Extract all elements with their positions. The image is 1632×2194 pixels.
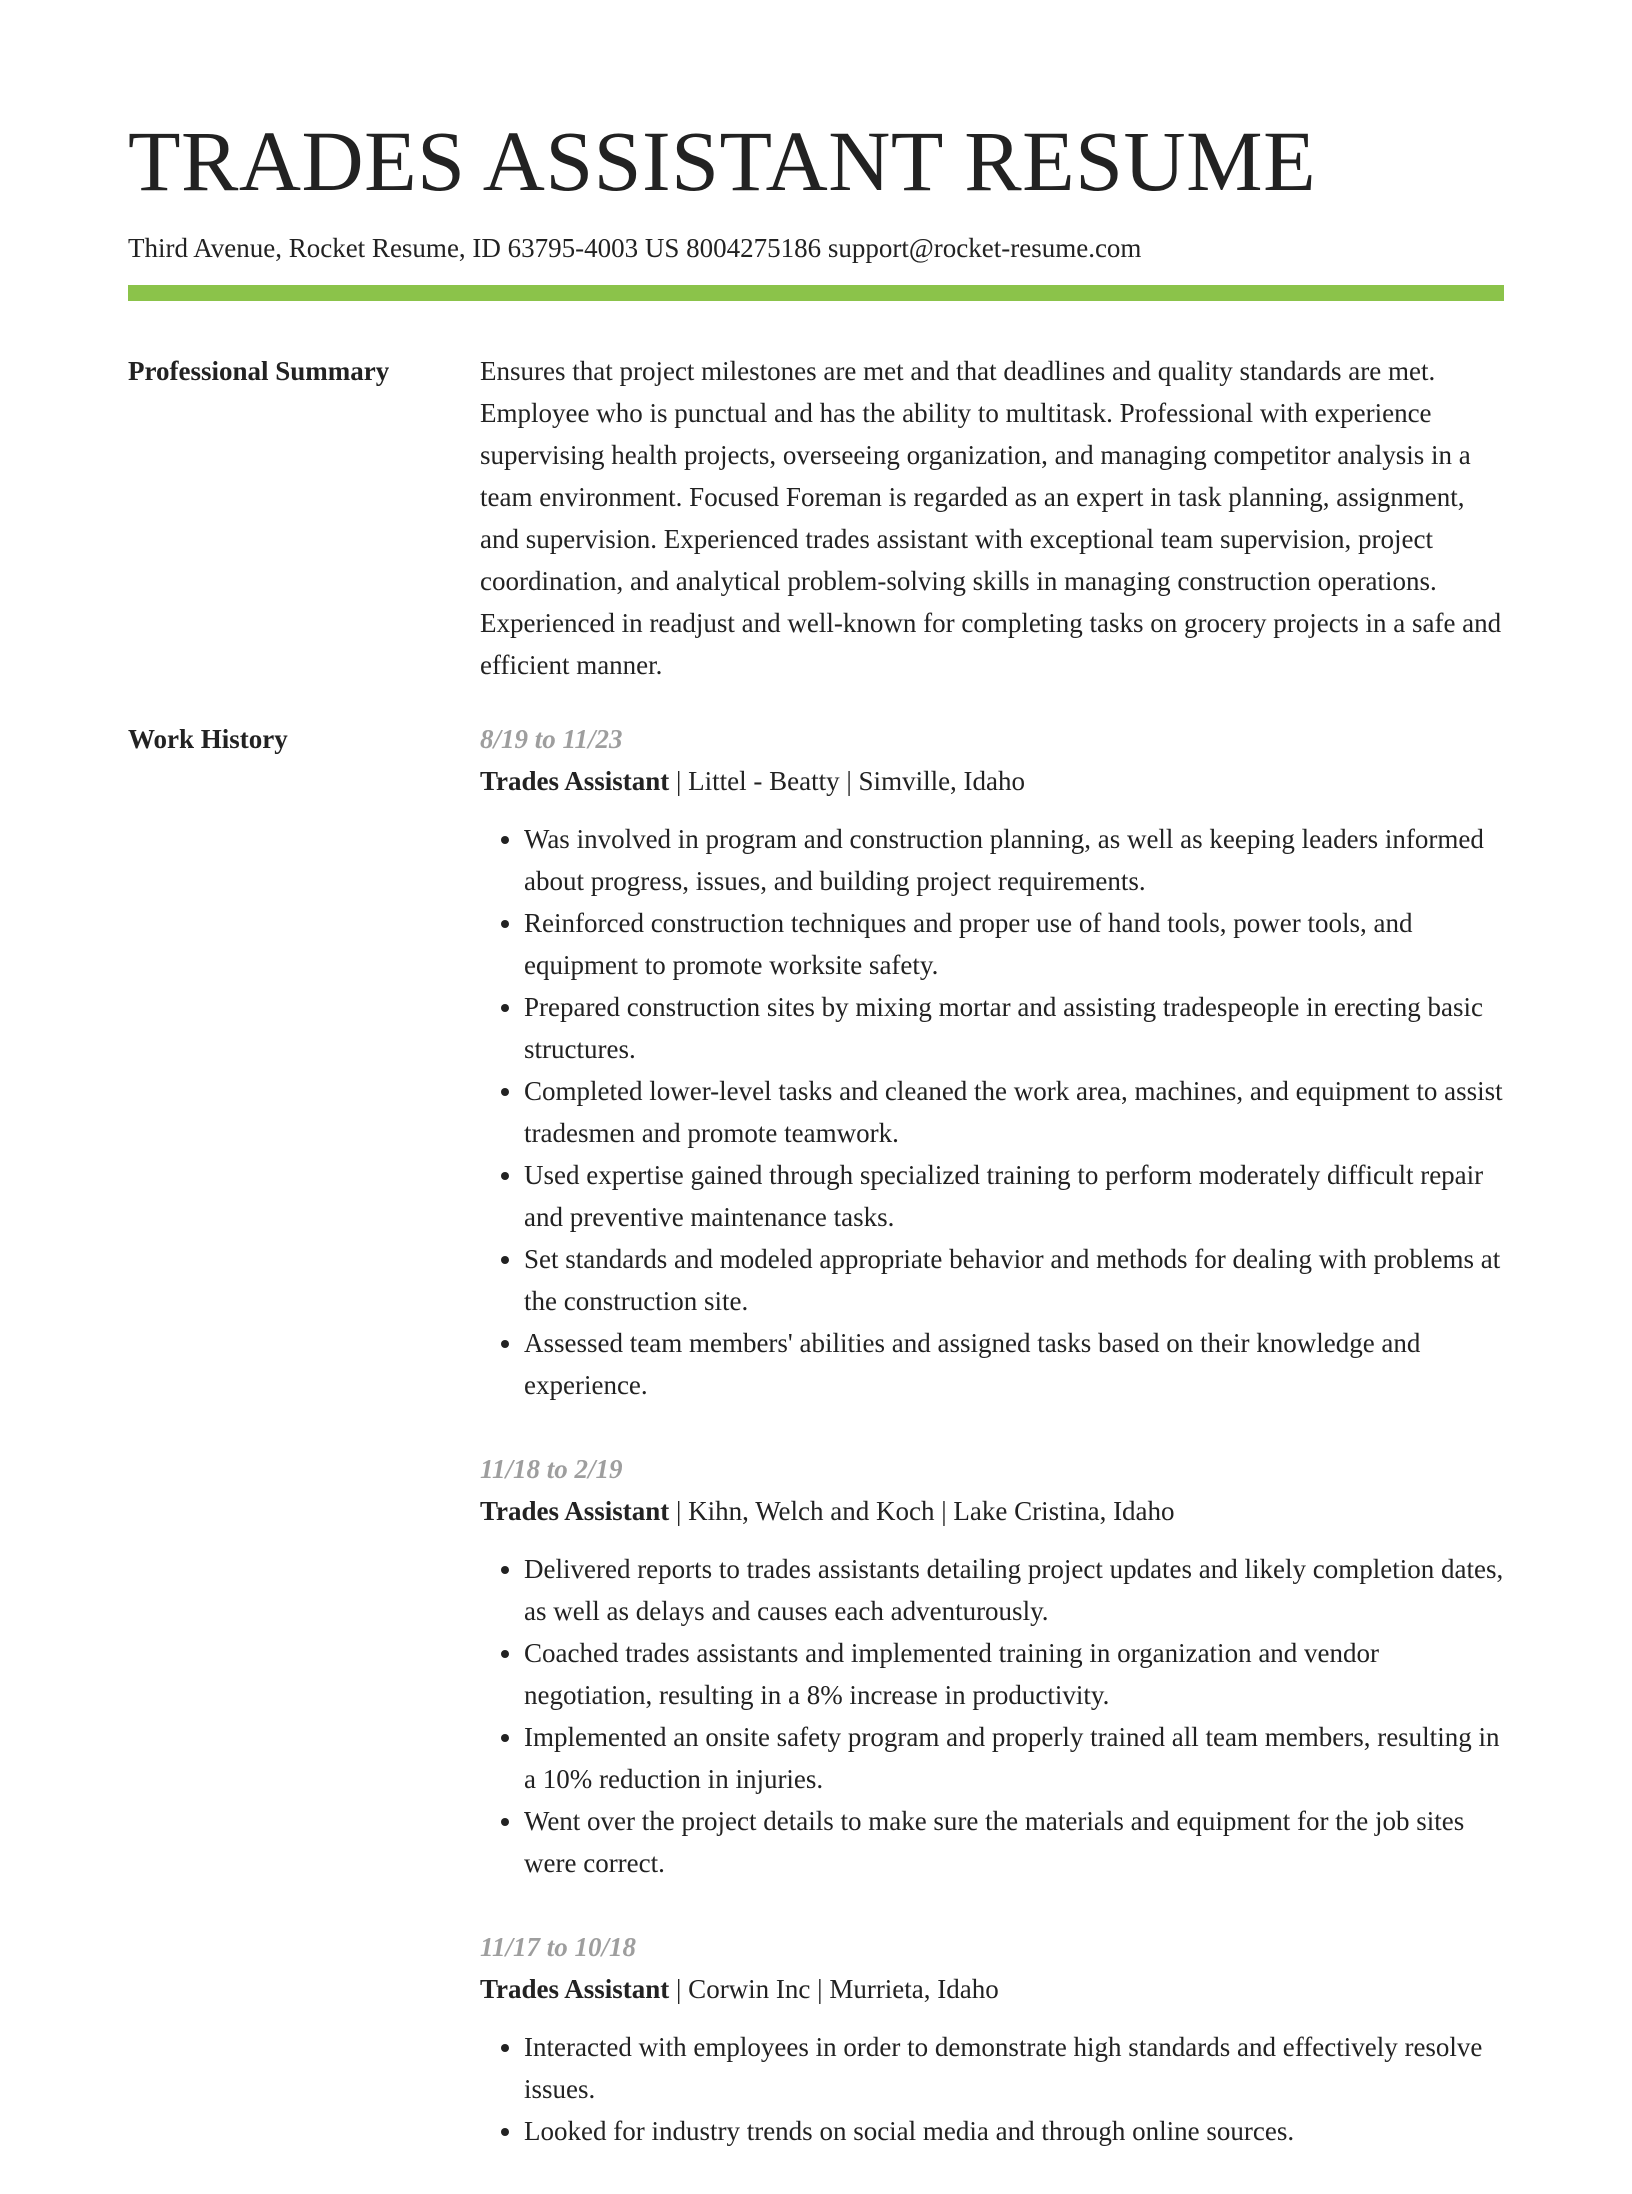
list-item: • Interacted with employees in order to demonstrate high standards and effectively resolve issues.: [524, 2026, 1504, 2110]
job-details: | Corwin Inc | Murrieta, Idaho: [669, 1974, 999, 2004]
job-bullets: [480, 1548, 1504, 1884]
contact-line: Third Avenue, Rocket Resume, ID 63795-4003 US 8004275186 support@rocket-resume.com: [128, 233, 1142, 263]
job-dates: 11/18 to 2/19: [480, 1454, 623, 1484]
list-item: • Completed lower-level tasks and cleaned the work area, machines, and equipment to assist tradesmen and promote teamwork.: [524, 1070, 1504, 1154]
job-bullets: [480, 818, 1504, 1406]
job-title-line: [480, 1490, 1504, 1532]
job-entry: [480, 718, 1504, 1406]
work-history-body: [480, 718, 1504, 2194]
job-title: Trades Assistant: [480, 766, 670, 796]
job-entry: [480, 1448, 1504, 1884]
work-history-heading: Work History: [128, 724, 288, 754]
list-item: • Reinforced construction techniques and proper use of hand tools, power tools, and equipment to promote worksite safety.: [524, 902, 1504, 986]
job-dates: 8/19 to 11/23: [480, 724, 623, 754]
list-item: • Set standards and modeled appropriate behavior and methods for dealing with problems at the construction site.: [524, 1238, 1504, 1322]
job-title: Trades Assistant: [480, 1496, 670, 1526]
summary-heading: Professional Summary: [128, 356, 390, 386]
list-item: • Used expertise gained through specialized training to perform moderately difficult repair and preventive maintenance tasks.: [524, 1154, 1504, 1238]
job-dates: 11/17 to 10/18: [480, 1932, 637, 1962]
job-title-line: [480, 760, 1504, 802]
job-details: | Littel - Beatty | Simville, Idaho: [669, 766, 1026, 796]
header-divider: [128, 285, 1504, 301]
list-item: • Delivered reports to trades assistants detailing project updates and likely completion dates, as well as delays and causes each adventurously.: [524, 1548, 1504, 1632]
list-item: • Went over the project details to make sure the materials and equipment for the job sites were correct.: [524, 1800, 1504, 1884]
page-title: TRADES ASSISTANT RESUME: [128, 113, 1317, 209]
list-item: • Assessed team members' abilities and assigned tasks based on their knowledge and experience.: [524, 1322, 1504, 1406]
job-entry: [480, 1926, 1504, 2152]
list-item: • Implemented an onsite safety program and properly trained all team members, resulting in a 10% reduction in injuries.: [524, 1716, 1504, 1800]
list-item: • Was involved in program and construction planning, as well as keeping leaders informed about progress, issues, and building project requirements.: [524, 818, 1504, 902]
summary-text: Ensures that project milestones are met and that deadlines and quality standards are met. Employee who is punctual and has the ability to multitask. Professional with experience supervising health projects, overseeing organization, and managing competitor analysis in a team environment. Focused Foreman is regarded as an expert in task planning, assignment, and supervision. Experienced trades assistant with exceptional team supervision, project coordination, and analytical problem-solving skills in managing construction operations. Experienced in readjust and well-known for completing tasks on grocery projects in a safe and efficient manner.: [480, 356, 1502, 680]
job-bullets: [480, 2026, 1504, 2152]
list-item: • Prepared construction sites by mixing mortar and assisting tradespeople in erecting basic structures.: [524, 986, 1504, 1070]
job-title-line: [480, 1968, 1504, 2010]
list-item: • Coached trades assistants and implemented training in organization and vendor negotiation, resulting in a 8% increase in productivity.: [524, 1632, 1504, 1716]
job-details: | Kihn, Welch and Koch | Lake Cristina, Idaho: [669, 1496, 1175, 1526]
list-item: • Looked for industry trends on social media and through online sources.: [524, 2110, 1504, 2152]
summary-body: [480, 350, 1504, 686]
job-title: Trades Assistant: [480, 1974, 670, 2004]
